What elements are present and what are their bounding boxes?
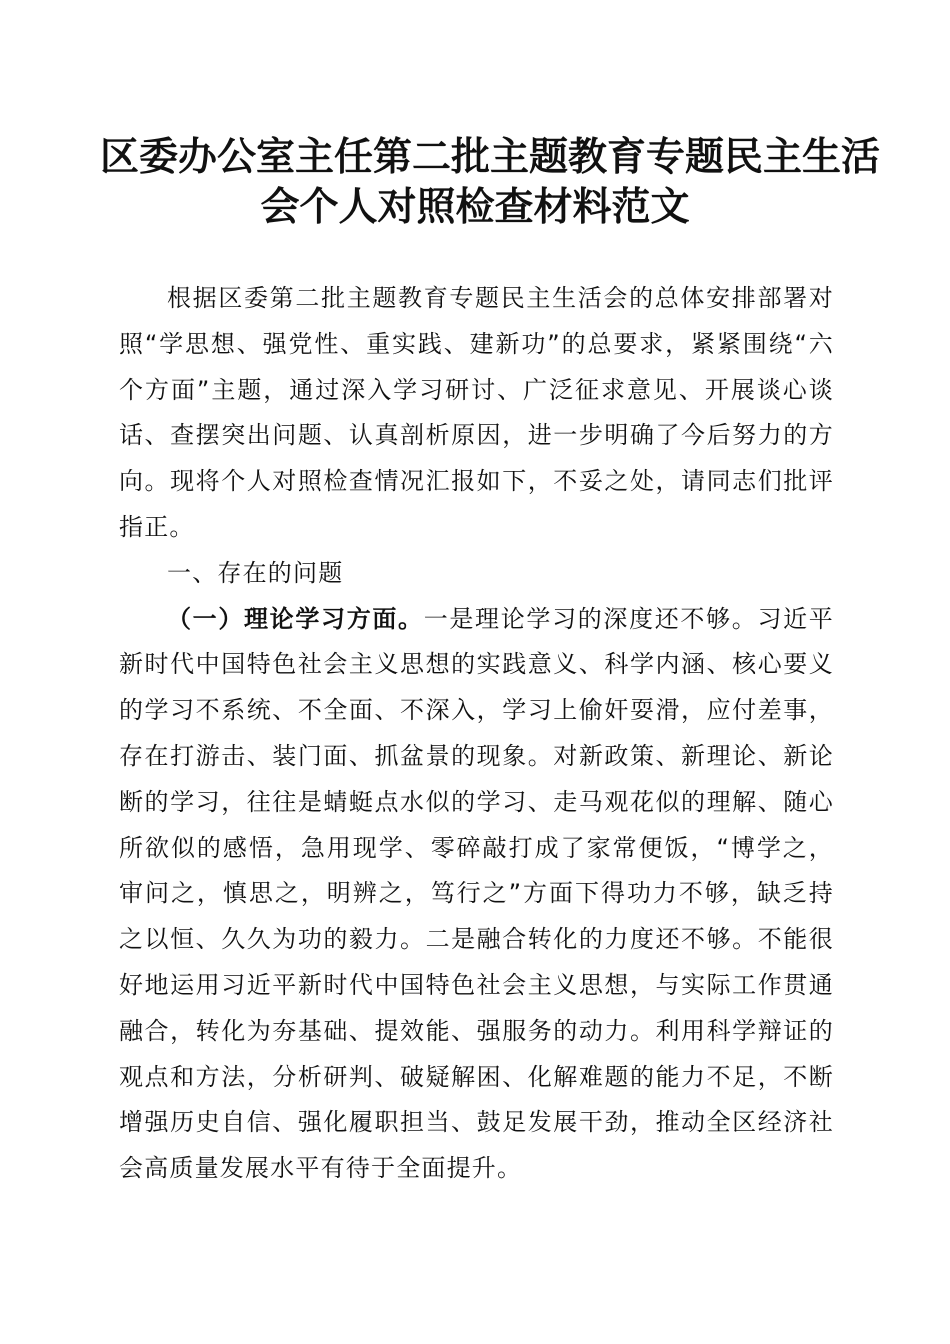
subsection-text: 一是理论学习的深度还不够。习近平新时代中国特色社会主义思想的实践意义、科学内涵、核心要义的学习不系统、不全面、不深入，学习上偷奸耍滑，应付差事，存在打游击、装门面、抓盆景的现象。对新政策、新理论、新论断的学习，往往是蜻蜓点水似的学习、走马观花似的理解、随心所欲似的感悟，急用现学、零碎敲打成了家常便饭，“博学之，审问之，慎思之，明辨之，笃行之”方面下得功力不够，缺乏持之以恒、久久为功的毅力。二是融合转化的力度还不够。不能很好地运用习近平新时代中国特色社会主义思想，与实际工作贯通融合，转化为夯基础、提效能、强服务的动力。利用科学辩证的观点和方法，分析研判、破疑解困、化解难题的能力不足，不断增强历史自信、强化履职担当、鼓足发展干劲，推动全区经济社会高质量发展水平有待于全面提升。 xyxy=(119,604,834,1183)
section-heading-problems: 一、存在的问题 xyxy=(167,558,344,587)
intro-paragraph: 根据区委第二批主题教育专题民主生活会的总体安排部署对照“学思想、强党性、重实践、建新功”的总要求，紧紧围绕“六个方面”主题，通过深入学习研讨、广泛征求意见、开展谈心谈话、查摆突出问题、认真剖析原因，进一步明确了今后努力的方向。现将个人对照检查情况汇报如下，不妥之处，请同志们批评指正。 xyxy=(119,284,834,541)
title-line-2: 会个人对照检查材料范文 xyxy=(260,184,690,230)
subsection-theory-study xyxy=(119,597,834,1192)
title-line-1: 区委办公室主任第二批主题教育专题民主生活 xyxy=(100,134,881,180)
document-body xyxy=(119,276,834,1192)
document-title xyxy=(100,132,881,232)
subsection-lead: （一）理论学习方面。 xyxy=(167,604,424,633)
